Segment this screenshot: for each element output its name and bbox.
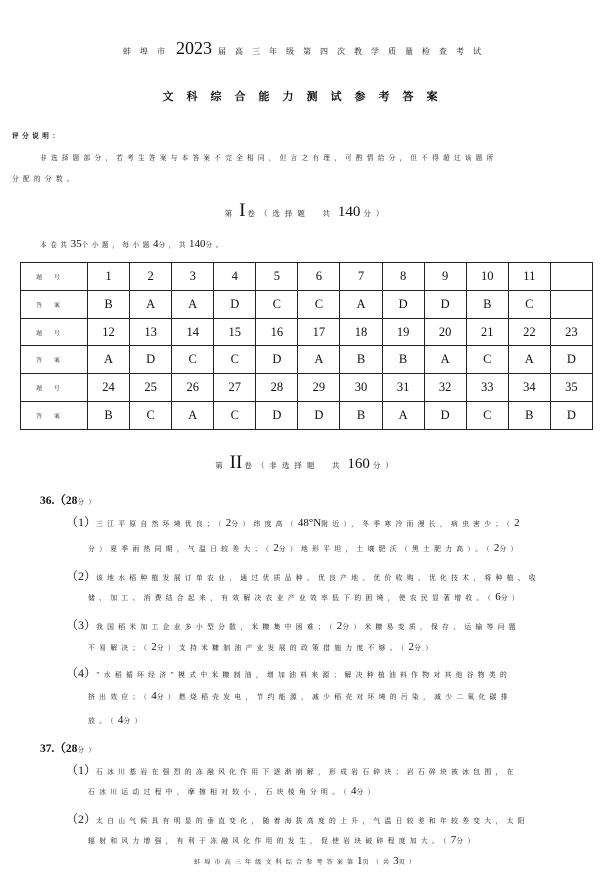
question-number-cell: 11: [508, 263, 550, 291]
question-number-cell: 5: [256, 263, 298, 291]
question-number-cell: 1: [88, 263, 130, 291]
q37-part1-line1: （1）石冰川基岩在强烈的冻融风化作用下逐渐崩解，形成岩石碎块；岩石碎块被冰包围，在: [66, 763, 518, 777]
question-number-cell: 7: [340, 263, 382, 291]
question-number-cell: 24: [88, 374, 130, 402]
question-number-cell: 14: [172, 318, 214, 346]
answer-cell: C: [130, 402, 172, 430]
question-number-cell: 33: [466, 374, 508, 402]
question-number-cell: 31: [382, 374, 424, 402]
question-number-cell: 4: [214, 263, 256, 291]
answer-cell: B: [340, 346, 382, 374]
answer-cell: B: [88, 402, 130, 430]
question-number-cell: 6: [298, 263, 340, 291]
question-number-row: [21, 374, 593, 402]
question-number-cell: 8: [382, 263, 424, 291]
answer-cell: D: [298, 402, 340, 430]
question-number-cell: 10: [466, 263, 508, 291]
question-number-cell: 30: [340, 374, 382, 402]
q36-part3-line2: 不易解决；（2分）支持米糠制油产业发展的政策措施力度不够。（2分）: [88, 641, 437, 653]
q36-part2-line2: 储、加工、消费结合起来，有效解决农业产业效率低下的困境，使农民显著增收。（6分）: [88, 591, 523, 603]
question-number-row: [21, 318, 593, 346]
answer-cell: C: [172, 346, 214, 374]
row-label: 题号: [21, 318, 88, 346]
question-number-cell: 27: [214, 374, 256, 402]
q36-part4-line1: （4）“水稻循环经济”模式中米糠制油，增加油料来源；解决种植油料作物对其他谷物类的: [66, 666, 512, 680]
q37-heading: 37.（28分）: [40, 743, 100, 755]
question-number-cell: 15: [214, 318, 256, 346]
answer-cell: A: [424, 346, 466, 374]
question-number-cell: 19: [382, 318, 424, 346]
answer-cell: [550, 290, 592, 318]
answer-cell: A: [508, 346, 550, 374]
question-number-cell: 21: [466, 318, 508, 346]
answer-cell: D: [256, 402, 298, 430]
answer-cell: D: [550, 402, 592, 430]
question-number-cell: [550, 263, 592, 291]
exam-year: 2023: [176, 38, 212, 58]
answer-row: [21, 402, 593, 430]
answer-cell: C: [298, 290, 340, 318]
answer-cell: B: [466, 290, 508, 318]
question-number-cell: 16: [256, 318, 298, 346]
q36-part4-line2: 挤出效应；（4分）燃烧稻壳发电，节约能源，减少稻壳对环境的污染，减少二氧化碳排: [88, 690, 512, 702]
question-number-cell: 35: [550, 374, 592, 402]
question-number-cell: 9: [424, 263, 466, 291]
answer-cell: A: [172, 402, 214, 430]
question-number-cell: 13: [130, 318, 172, 346]
answer-cell: D: [424, 402, 466, 430]
question-number-cell: 32: [424, 374, 466, 402]
answer-cell: D: [214, 290, 256, 318]
notes-label: 评分说明：: [12, 132, 63, 140]
question-number-cell: 20: [424, 318, 466, 346]
row-label: 答案: [21, 402, 88, 430]
answer-cell: C: [466, 402, 508, 430]
row-label: 答案: [21, 290, 88, 318]
answer-cell: A: [88, 346, 130, 374]
question-number-row: [21, 263, 593, 291]
question-number-cell: 17: [298, 318, 340, 346]
row-label: 题号: [21, 374, 88, 402]
part1-intro: 本卷共35个小题，每小题4分，共140分。: [40, 238, 226, 250]
q36-part4-line3: 放。（4分）: [88, 714, 146, 726]
answer-row: [21, 290, 593, 318]
question-number-cell: 26: [172, 374, 214, 402]
q36-heading: 36.（28分）: [40, 495, 100, 507]
q36-part2-line1: （2）该地水稻种植发展订单农业，通过优质品种、优良产地、优价收购、优化技术，将种植、收: [66, 569, 540, 583]
answer-row: [21, 346, 593, 374]
page-footer: 蚌埠市高三年级文科综合参考答案第1页（共3页）: [194, 855, 419, 867]
q37-part1-line2: 石冰川运动过程中，摩擦相对较小，石块棱角分明。（4分）: [88, 785, 379, 797]
notes-line-2: 分配的分数。: [12, 175, 78, 183]
answer-cell: D: [382, 290, 424, 318]
answer-cell: C: [466, 346, 508, 374]
notes-line-1: 非选择题部分，若考生答案与本答案不完全相同，但言之有理，可酌情给分，但不得超过该题所: [40, 154, 498, 162]
part2-heading: 第 II 卷（非选择题 共 160 分）: [215, 452, 398, 473]
question-number-cell: 22: [508, 318, 550, 346]
answer-table: [20, 262, 593, 430]
row-label: 答案: [21, 346, 88, 374]
city-name: 蚌埠市: [123, 47, 174, 56]
q36-part1-line1: （1）三江平原自然环境优良；（2分）纬度高（48°N附近），冬季寒冷而漫长，病虫害少；（2: [66, 515, 520, 529]
answer-cell: C: [256, 290, 298, 318]
answer-cell: D: [550, 346, 592, 374]
answer-cell: A: [130, 290, 172, 318]
answer-cell: B: [88, 290, 130, 318]
question-number-cell: 2: [130, 263, 172, 291]
question-number-cell: 34: [508, 374, 550, 402]
q37-part2-line1: （2）太白山气候具有明显的垂直变化，随着海拔高度的上升，气温日较差和年较差变大，太阳: [66, 812, 529, 826]
answer-cell: B: [508, 402, 550, 430]
answer-cell: D: [256, 346, 298, 374]
q36-part1-line2: 分）夏季雨热同期，气温日较差大；（2分）地形平坦，土壤肥沃（黑土肥力高）。（2分）: [88, 542, 522, 554]
answer-cell: C: [214, 346, 256, 374]
answer-cell: A: [340, 290, 382, 318]
question-number-cell: 18: [340, 318, 382, 346]
q37-part2-line2: 辐射和风力增强，有利于冻融风化作用的发生，促使岩块破碎程度加大。（7分）: [88, 834, 479, 846]
answer-cell: C: [508, 290, 550, 318]
question-number-cell: 12: [88, 318, 130, 346]
part1-heading: 第 I 卷（选择题 共 140 分）: [224, 200, 389, 221]
answer-cell: D: [424, 290, 466, 318]
exam-title-rest: 届高三年级第四次教学质量检查考试: [218, 47, 490, 56]
question-number-cell: 23: [550, 318, 592, 346]
answer-cell: A: [382, 402, 424, 430]
answer-cell: C: [214, 402, 256, 430]
answer-cell: A: [172, 290, 214, 318]
document-subtitle: 文科综合能力测试参考答案: [162, 90, 451, 103]
question-number-cell: 29: [298, 374, 340, 402]
question-number-cell: 25: [130, 374, 172, 402]
answer-cell: A: [298, 346, 340, 374]
q36-part3-line1: （3）我国稻米加工企业多小型分散，米糠集中困难；（2分）米糠易变质，保存、运输等问题: [66, 618, 520, 632]
answer-cell: B: [340, 402, 382, 430]
question-number-cell: 28: [256, 374, 298, 402]
answer-cell: B: [382, 346, 424, 374]
exam-title: [0, 38, 613, 59]
row-label: 题号: [21, 263, 88, 291]
answer-cell: D: [130, 346, 172, 374]
question-number-cell: 3: [172, 263, 214, 291]
